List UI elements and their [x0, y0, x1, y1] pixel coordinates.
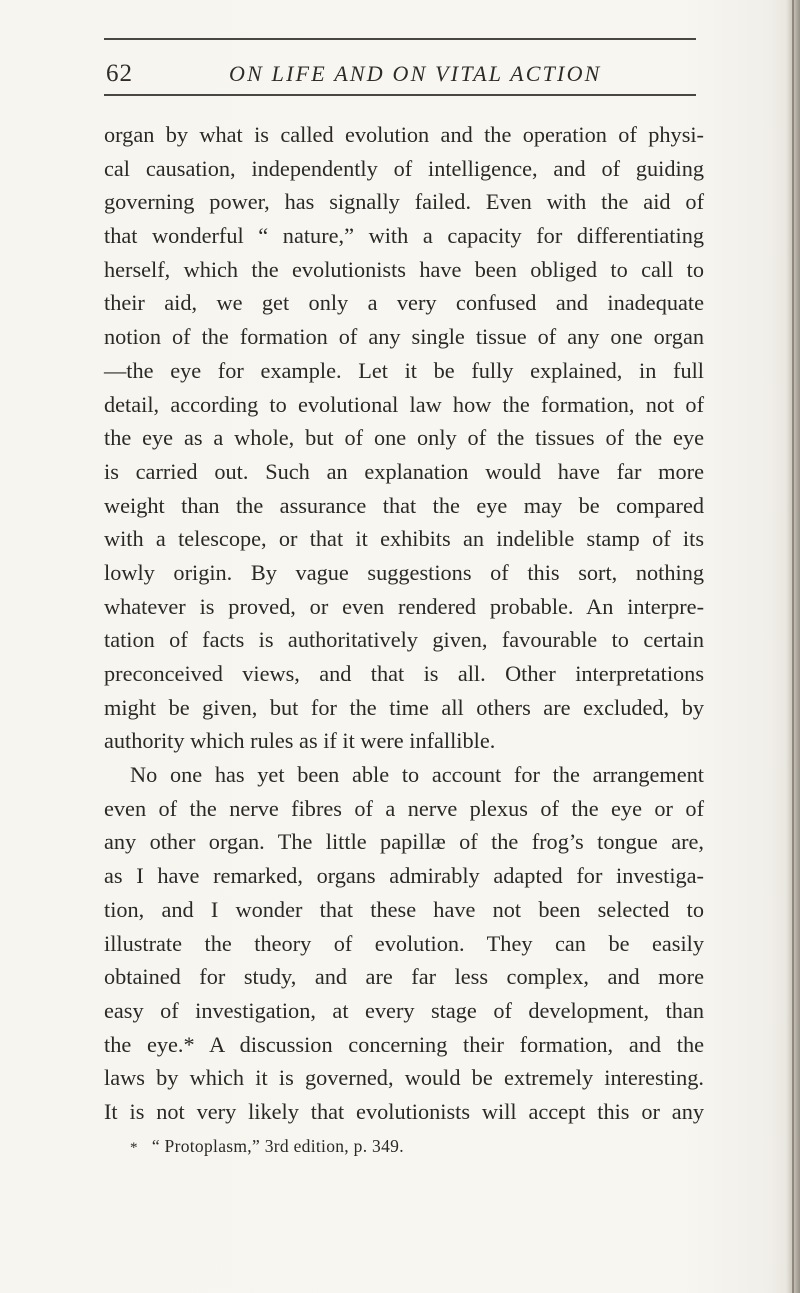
- text-line: tion, and I wonder that these have not been selected to: [104, 896, 704, 922]
- running-title: ON LIFE AND ON VITAL ACTION: [229, 61, 602, 86]
- text-line: might be given, but for the time all others are excluded, by: [104, 694, 704, 720]
- header-rule-bottom: [104, 94, 696, 96]
- text-line: with a telescope, or that it exhibits an indelible stamp of its: [104, 526, 704, 552]
- text-line: notion of the formation of any single tissue of any one organ: [104, 324, 704, 350]
- text-line: detail, according to evolutional law how the formation, not of: [104, 391, 704, 417]
- text-line: that wonderful “ nature,” with a capacity for differentiating: [104, 223, 704, 249]
- text-line: the eye as a whole, but of one only of the tissues of the eye: [104, 425, 704, 451]
- text-line: even of the nerve fibres of a nerve plexus of the eye or of: [104, 795, 704, 821]
- page-number: 62: [106, 60, 133, 87]
- footnote: [130, 1135, 404, 1159]
- text-line: is carried out. Such an explanation would have far more: [104, 458, 704, 484]
- footnote-text: “ Protoplasm,” 3rd edition, p. 349.: [151, 1136, 404, 1156]
- text-line: any other organ. The little papillæ of the frog’s tongue are,: [104, 829, 704, 855]
- body-text: [104, 118, 704, 1129]
- text-line: obtained for study, and are far less complex, and more: [104, 964, 704, 990]
- text-line: whatever is proved, or even rendered probable. An interpre-: [104, 593, 704, 619]
- text-line: cal causation, independently of intelligence, and of guiding: [104, 155, 704, 181]
- text-line: governing power, has signally failed. Even with the aid of: [104, 189, 704, 215]
- text-line: lowly origin. By vague suggestions of this sort, nothing: [104, 559, 704, 585]
- text-line: herself, which the evolutionists have been obliged to call to: [104, 256, 704, 282]
- text-line: —the eye for example. Let it be fully explained, in full: [104, 357, 704, 383]
- footnote-marker: *: [130, 1140, 138, 1156]
- header-rule-top: [104, 38, 696, 40]
- text-line: easy of investigation, at every stage of development, than: [104, 997, 704, 1023]
- text-line: laws by which it is governed, would be extremely interesting.: [104, 1065, 704, 1091]
- running-head: [104, 58, 704, 90]
- text-line: as I have remarked, organs admirably adapted for investiga-: [104, 863, 704, 889]
- text-line: organ by what is called evolution and the operation of physi-: [104, 122, 704, 147]
- text-line: weight than the assurance that the eye may be compared: [104, 492, 704, 518]
- text-line: It is not very likely that evolutionists will accept this or any: [104, 1098, 704, 1124]
- text-line: tation of facts is authoritatively given, favourable to certain: [104, 627, 704, 653]
- text-line-paragraph-start: No one has yet been able to account for the arrangement: [130, 762, 704, 788]
- text-line: illustrate the theory of evolution. They can be easily: [104, 930, 704, 956]
- text-line-paragraph-end: authority which rules as if it were infallible.: [104, 728, 496, 754]
- text-line: their aid, we get only a very confused and inadequate: [104, 290, 704, 316]
- text-line: preconceived views, and that is all. Other interpretations: [104, 661, 704, 686]
- page-edge-line: [792, 0, 794, 1293]
- text-line: the eye.* A discussion concerning their formation, and the: [104, 1031, 704, 1057]
